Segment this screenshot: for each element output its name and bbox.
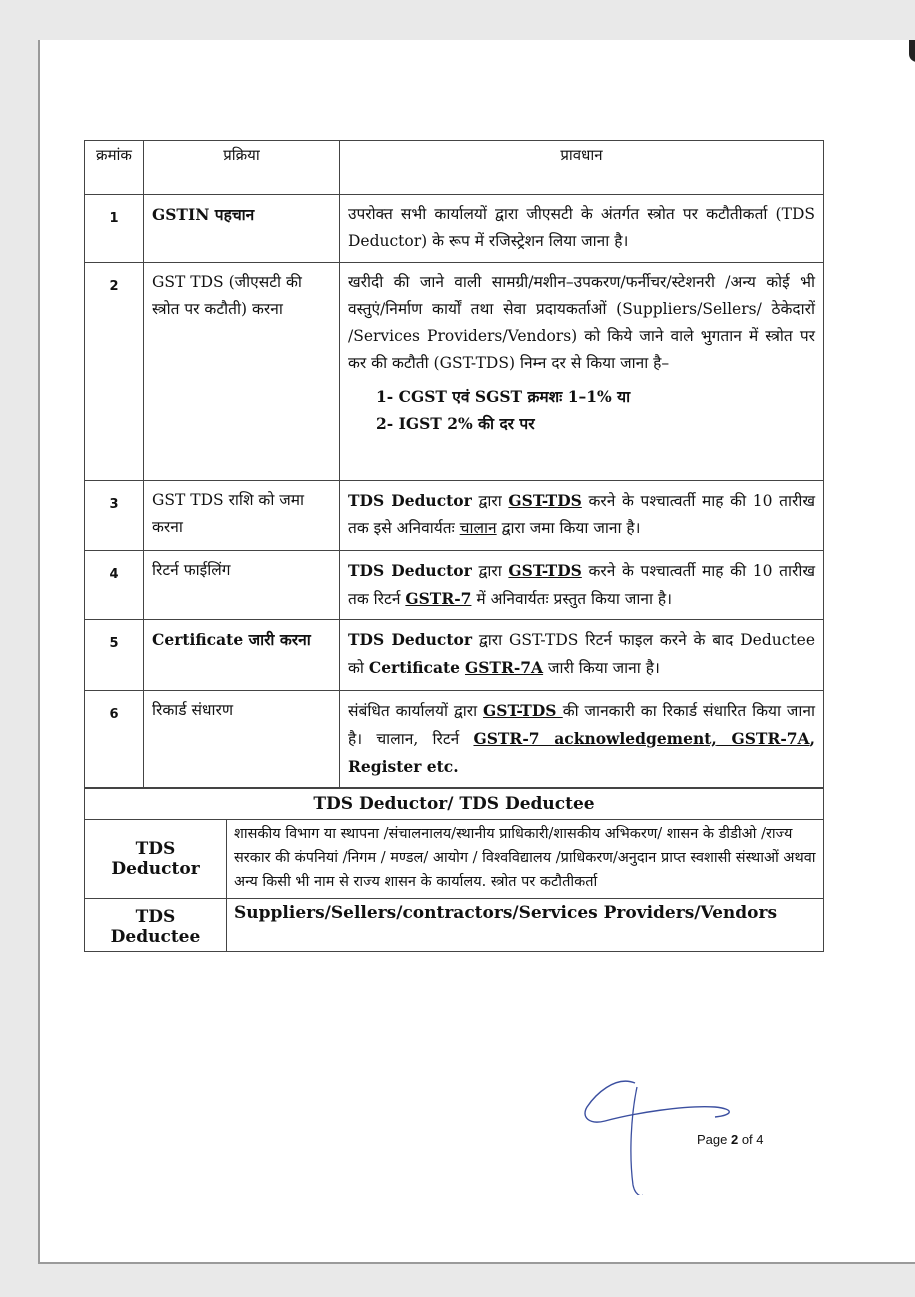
table-row bbox=[85, 620, 824, 691]
row-process: रिकार्ड संधारण bbox=[144, 691, 340, 788]
provision-part: GSTR-7 bbox=[405, 589, 472, 608]
table-row bbox=[85, 263, 824, 481]
deductee-label: TDS Deductee bbox=[85, 899, 227, 952]
provision-part: GST-TDS bbox=[508, 491, 582, 510]
table-row bbox=[85, 551, 824, 620]
provision-part: TDS Deductor bbox=[348, 561, 472, 580]
row-process: GSTIN पहचान bbox=[144, 195, 340, 263]
table-row bbox=[85, 195, 824, 263]
provision-part: Certificate bbox=[368, 658, 461, 677]
provision-part: करने के पश्चात्वर्ती माह की 10 तारीख तक रिटर्न bbox=[348, 562, 816, 608]
process-table bbox=[84, 140, 824, 788]
provision-part: चालान bbox=[459, 519, 497, 537]
deductor-label: TDS Deductor bbox=[85, 820, 227, 899]
header-serial: क्रमांक bbox=[85, 141, 144, 195]
rate-item: 1- CGST एवं SGST क्रमशः 1–1% या bbox=[376, 387, 631, 406]
table-header-row bbox=[85, 141, 824, 195]
header-process: प्रक्रिया bbox=[144, 141, 340, 195]
row-provision bbox=[340, 481, 824, 551]
header-provision: प्रावधान bbox=[340, 141, 824, 195]
provision-part: संबंधित कार्यालयों द्वारा bbox=[348, 702, 484, 720]
row-provision bbox=[340, 620, 824, 691]
row-process: GST TDS (जीएसटी की स्त्रोत पर कटौती) करना bbox=[144, 263, 340, 481]
provision-part: द्वारा GST-TDS रिटर्न फाइल करने के बाद Deductee को bbox=[348, 631, 815, 677]
row-serial: 3 bbox=[85, 481, 144, 551]
row-serial: 6 bbox=[85, 691, 144, 788]
provision-part: द्वारा जमा किया जाना है। bbox=[496, 519, 641, 537]
deductee-row bbox=[85, 899, 824, 952]
row-process: Certificate जारी करना bbox=[144, 620, 340, 691]
page-middle: of bbox=[738, 1132, 757, 1147]
provision-part: TDS Deductor bbox=[348, 630, 473, 649]
row-serial: 2 bbox=[85, 263, 144, 481]
row-provision: उपरोक्त सभी कार्यालयों द्वारा जीएसटी के अंतर्गत स्त्रोत पर कटौतीकर्ता (TDS Deductor) के रूप में रजिस्ट्रेशन लिया जाना है। bbox=[340, 195, 824, 263]
deductor-table-title: TDS Deductor/ TDS Deductee bbox=[85, 789, 824, 820]
signature-mark bbox=[545, 1035, 745, 1195]
page-total: 4 bbox=[756, 1132, 764, 1147]
provision-part: की जानकारी का रिकार्ड संधारित किया जाना है। चालान, रिटर्न bbox=[348, 702, 815, 748]
row-serial: 5 bbox=[85, 620, 144, 691]
deductor-table-title-row bbox=[85, 789, 824, 820]
provision-part: द्वारा bbox=[471, 562, 509, 580]
deductee-description: Suppliers/Sellers/contractors/Services Providers/Vendors bbox=[227, 899, 824, 952]
table-row bbox=[85, 481, 824, 551]
deductor-deductee-table bbox=[84, 788, 824, 952]
provision-part: GSTR-7A bbox=[716, 729, 810, 748]
row-process: GST TDS राशि को जमा करना bbox=[144, 481, 340, 551]
scan-corner bbox=[909, 40, 915, 62]
provision-part: GSTR-7A bbox=[464, 658, 544, 677]
provision-part: में अनिवार्यतः प्रस्तुत किया जाना है। bbox=[471, 590, 673, 608]
provision-part: GST-TDS bbox=[483, 701, 563, 720]
page-current: 2 bbox=[730, 1132, 739, 1147]
provision-part: द्वारा bbox=[471, 492, 509, 510]
row-provision bbox=[340, 263, 824, 481]
provision-part: TDS Deductor bbox=[348, 491, 472, 510]
provision-part: जारी किया जाना है। bbox=[543, 659, 660, 677]
row-serial: 4 bbox=[85, 551, 144, 620]
provision-part: , Register etc. bbox=[348, 729, 815, 776]
row-provision bbox=[340, 551, 824, 620]
provision-text: खरीदी की जाने वाली सामग्री/मशीन–उपकरण/फर्नीचर/स्टेशनरी /अन्य कोई भी वस्तुएं/निर्माण कार्यों तथा सेवा प्रदायकर्ताओं (Suppliers/Sellers/ ठेकेदारों /Services Providers/Vendors) को किये जाने वाले भुगतान में स्त्रोत पर कर की कटौती (GST-TDS) निम्न दर से किया जाना है– bbox=[348, 273, 815, 372]
rate-list bbox=[348, 383, 815, 437]
deductor-description: शासकीय विभाग या स्थापना /संचालनालय/स्थानीय प्राधिकारी/शासकीय अभिकरण/ शासन के डीडीओ /राज्य सरकार की कंपनियां /निगम / मण्डल/ आयोग / विश्वविद्यालय /प्राधिकरण/अनुदान प्राप्त स्वशासी संस्थाओं अथवा अन्य किसी भी नाम से राज्य शासन के कार्यालय. स्त्रोत पर कटौतीकर्ता bbox=[227, 820, 824, 899]
row-serial: 1 bbox=[85, 195, 144, 263]
row-process: रिटर्न फाईलिंग bbox=[144, 551, 340, 620]
table-row bbox=[85, 691, 824, 788]
page-prefix: Page bbox=[697, 1132, 731, 1147]
provision-part: GST-TDS bbox=[508, 561, 582, 580]
rate-item: 2- IGST 2% की दर पर bbox=[376, 414, 535, 433]
row-provision bbox=[340, 691, 824, 788]
deductor-row bbox=[85, 820, 824, 899]
page-number bbox=[697, 1132, 764, 1147]
provision-part: GSTR-7 acknowledgement, bbox=[473, 729, 717, 748]
provision-part: करने के पश्चात्वर्ती माह की 10 तारीख तक इसे अनिवार्यतः bbox=[348, 492, 816, 537]
